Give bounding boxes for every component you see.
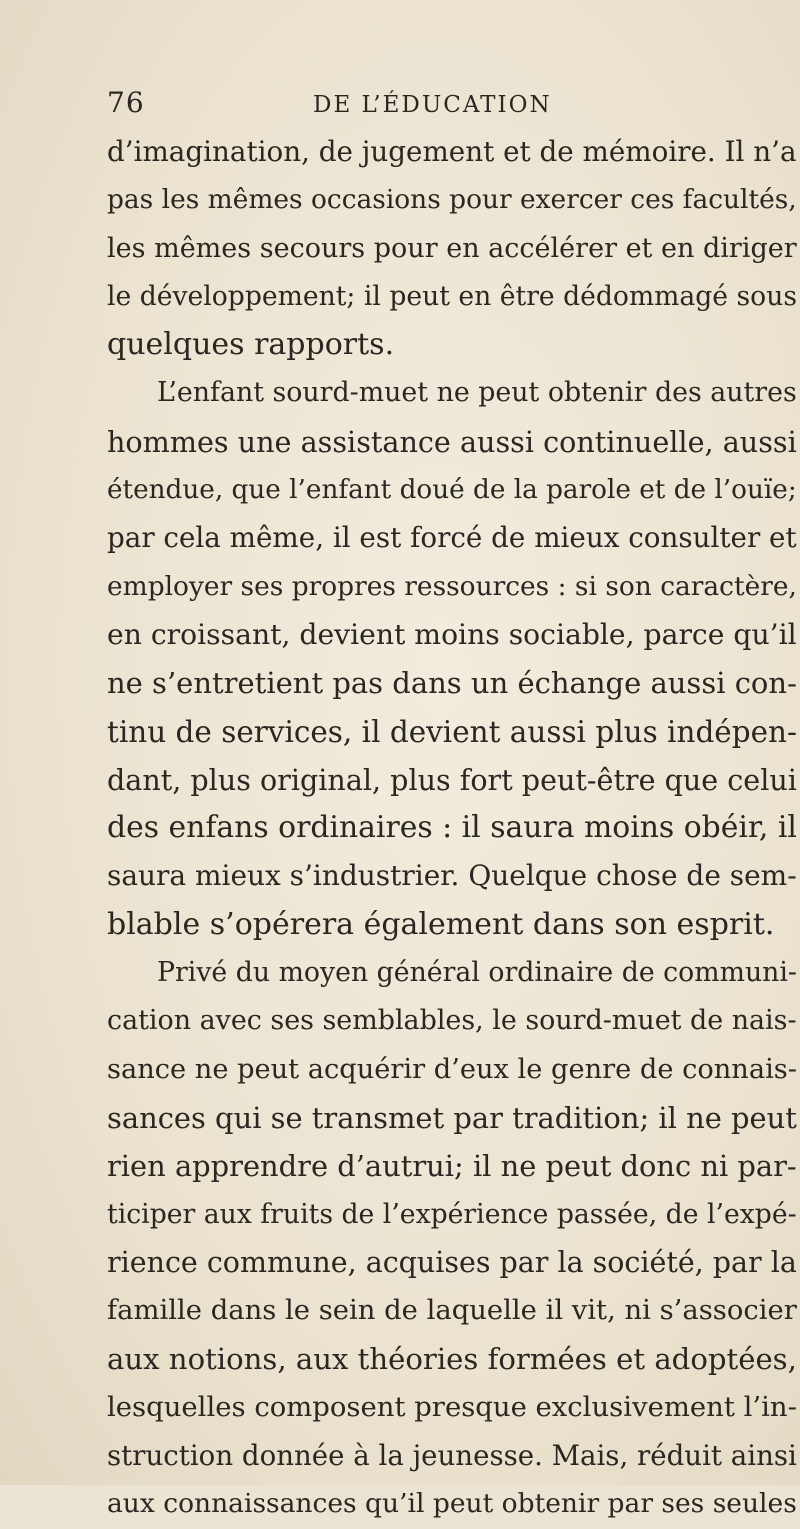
text-line: quelques rapports. (107, 327, 395, 363)
text-line: blable s’opérera également dans son esprit. (107, 906, 775, 942)
text-line: par cela même, il est forcé de mieux consulter et (107, 521, 797, 555)
text-line: aux notions, aux théories formées et adoptées, (107, 1342, 797, 1377)
text-line: hommes une assistance aussi continuelle, aussi (107, 424, 797, 459)
text-line: ne s’entretient pas dans un échange aussi con- (107, 666, 797, 701)
text-line: les mêmes secours pour en accélérer et en diriger (107, 232, 797, 264)
text-line: étendue, que l’enfant doué de la parole et de l’ouïe; (107, 475, 797, 506)
text-line: saura mieux s’industrier. Quelque chose de sem- (107, 859, 797, 893)
text-line: le développement; il peut en être dédommagé sous (107, 280, 797, 312)
text-line: employer ses propres ressources : si son caractère, (107, 570, 797, 602)
text-line: dant, plus original, plus fort peut-être que celui (107, 762, 797, 797)
text-line: rience commune, acquises par la société, par la (107, 1245, 797, 1279)
text-line: sance ne peut acquérir d’eux le genre de connais- (107, 1053, 797, 1085)
text-line: tinu de services, il devient aussi plus indépen- (107, 714, 797, 749)
page-header (107, 86, 707, 126)
text-line: d’imagination, de jugement et de mémoire. Il n’a (107, 135, 797, 168)
text-line: famille dans le sein de laquelle il vit, ni s’associer (107, 1295, 797, 1327)
page-number: 76 (107, 86, 145, 119)
text-line: pas les mêmes occasions pour exercer ces facultés, (107, 184, 797, 216)
text-line: aux connaissances qu’il peut obtenir par ses seules (107, 1488, 797, 1520)
text-line: ticiper aux fruits de l’expérience passée, de l’expé- (107, 1198, 797, 1230)
text-line: lesquelles composent presque exclusivement l’in- (107, 1391, 797, 1423)
text-line: des enfans ordinaires : il saura moins obéir, il (107, 810, 797, 846)
running-head: DE L’ÉDUCATION (313, 92, 552, 118)
text-line: cation avec ses semblables, le sourd-muet de nais- (107, 1005, 797, 1037)
text-line: Privé du moyen général ordinaire de communi- (157, 957, 797, 989)
body-text (107, 128, 797, 1529)
text-line: L’enfant sourd-muet ne peut obtenir des autres (157, 377, 797, 409)
text-line: rien apprendre d’autrui; il ne peut donc ni par- (107, 1149, 797, 1184)
text-line: sances qui se transmet par tradition; il ne peut (107, 1100, 797, 1135)
text-line: en croissant, devient moins sociable, parce qu’il (107, 617, 797, 651)
text-line: struction donnée à la jeunesse. Mais, réduit ainsi (107, 1439, 797, 1473)
